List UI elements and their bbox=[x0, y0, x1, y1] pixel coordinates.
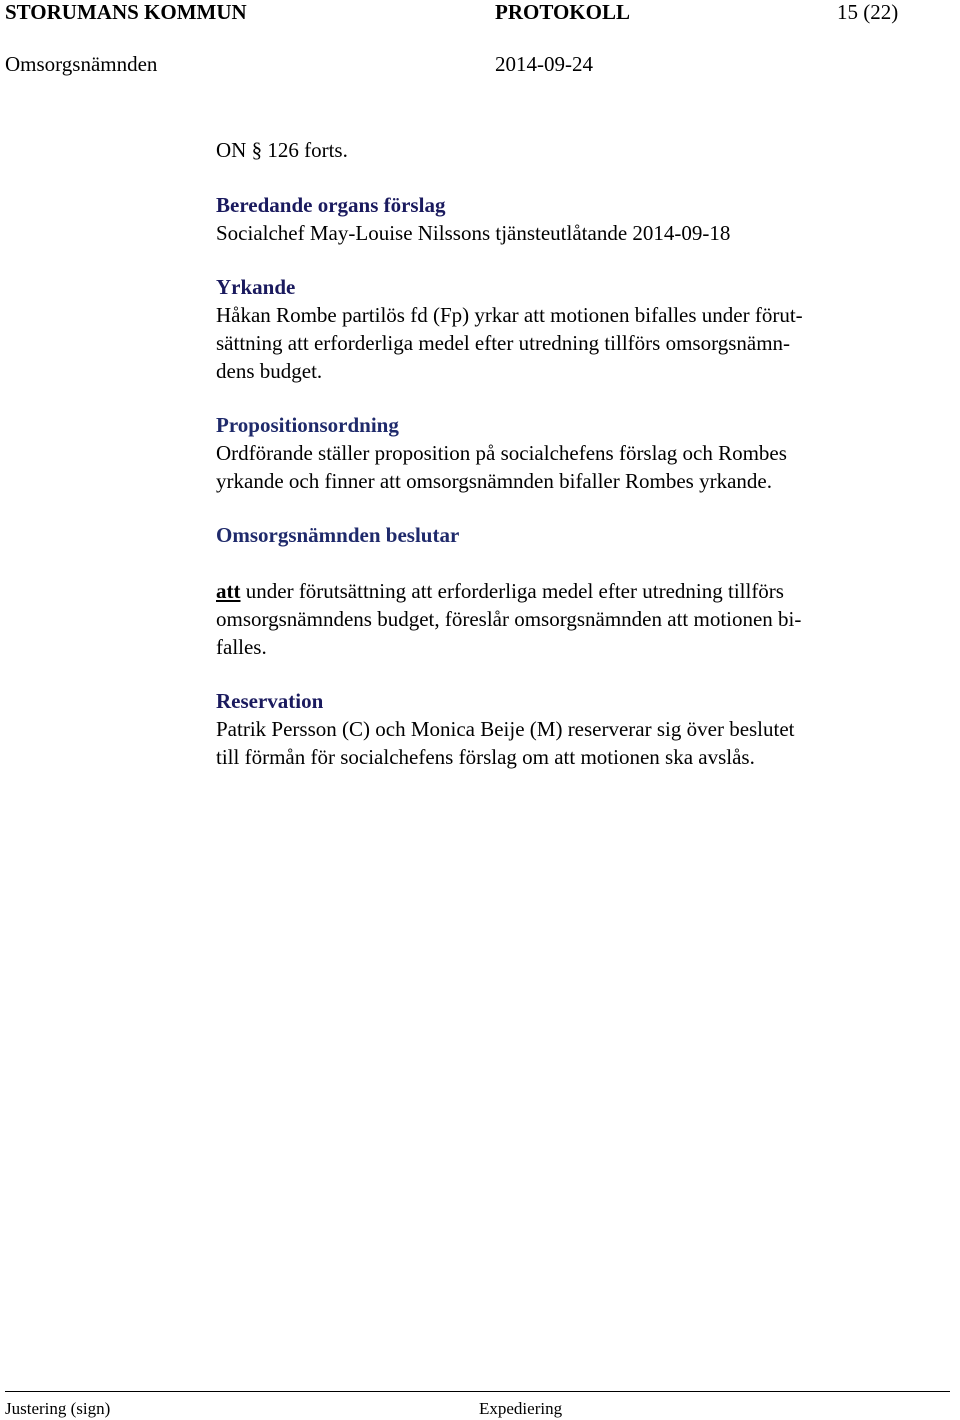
document-body bbox=[216, 136, 916, 797]
section-reference: ON § 126 forts. bbox=[216, 138, 348, 162]
blank-line bbox=[216, 549, 916, 577]
page-header bbox=[5, 0, 955, 82]
page-footer bbox=[5, 1391, 950, 1418]
organization-name: STORUMANS KOMMUN bbox=[5, 0, 247, 24]
section-propositionsordning bbox=[216, 411, 916, 495]
text-line: yrkande och finner att omsorgsnämnden bifaller Rombes yrkande. bbox=[216, 469, 772, 493]
committee-name: Omsorgsnämnden bbox=[5, 52, 158, 76]
text-line: omsorgsnämndens budget, föreslår omsorgsnämnden att motionen bi- bbox=[216, 607, 802, 631]
header-row-bottom bbox=[5, 52, 955, 82]
section-yrkande bbox=[216, 273, 916, 385]
text-fragment: under förutsättning att erforderliga medel efter utredning tillförs bbox=[240, 579, 784, 603]
expediering-label: Expediering bbox=[479, 1399, 563, 1418]
section-heading: Omsorgsnämnden beslutar bbox=[216, 523, 460, 547]
text-line: Håkan Rombe partilös fd (Fp) yrkar att motionen bifalles under förut- bbox=[216, 303, 803, 327]
section-beredande bbox=[216, 191, 916, 247]
section-heading: Beredande organs förslag bbox=[216, 193, 446, 217]
text-line: till förmån för socialchefens förslag om att motionen ska avslås. bbox=[216, 745, 755, 769]
att-keyword: att bbox=[216, 579, 241, 603]
text-line: falles. bbox=[216, 635, 267, 659]
justering-label: Justering (sign) bbox=[5, 1399, 111, 1418]
meeting-date: 2014-09-24 bbox=[495, 52, 593, 76]
section-text: Socialchef May-Louise Nilssons tjänsteutlåtande 2014-09-18 bbox=[216, 221, 731, 245]
text-line bbox=[216, 577, 916, 605]
section-reservation bbox=[216, 687, 916, 771]
text-line: dens budget. bbox=[216, 359, 323, 383]
section-heading: Yrkande bbox=[216, 275, 296, 299]
section-heading: Propositionsordning bbox=[216, 413, 399, 437]
text-line: Patrik Persson (C) och Monica Beije (M) reserverar sig över beslutet bbox=[216, 717, 795, 741]
text-line: Ordförande ställer proposition på socialchefens förslag och Rombes bbox=[216, 441, 787, 465]
header-row-top bbox=[5, 0, 955, 26]
text-line: sättning att erforderliga medel efter utredning tillförs omsorgsnämn- bbox=[216, 331, 791, 355]
section-heading: Reservation bbox=[216, 689, 324, 713]
section-beslut bbox=[216, 521, 916, 661]
page-number: 15 (22) bbox=[837, 0, 899, 24]
document-type: PROTOKOLL bbox=[495, 0, 630, 24]
